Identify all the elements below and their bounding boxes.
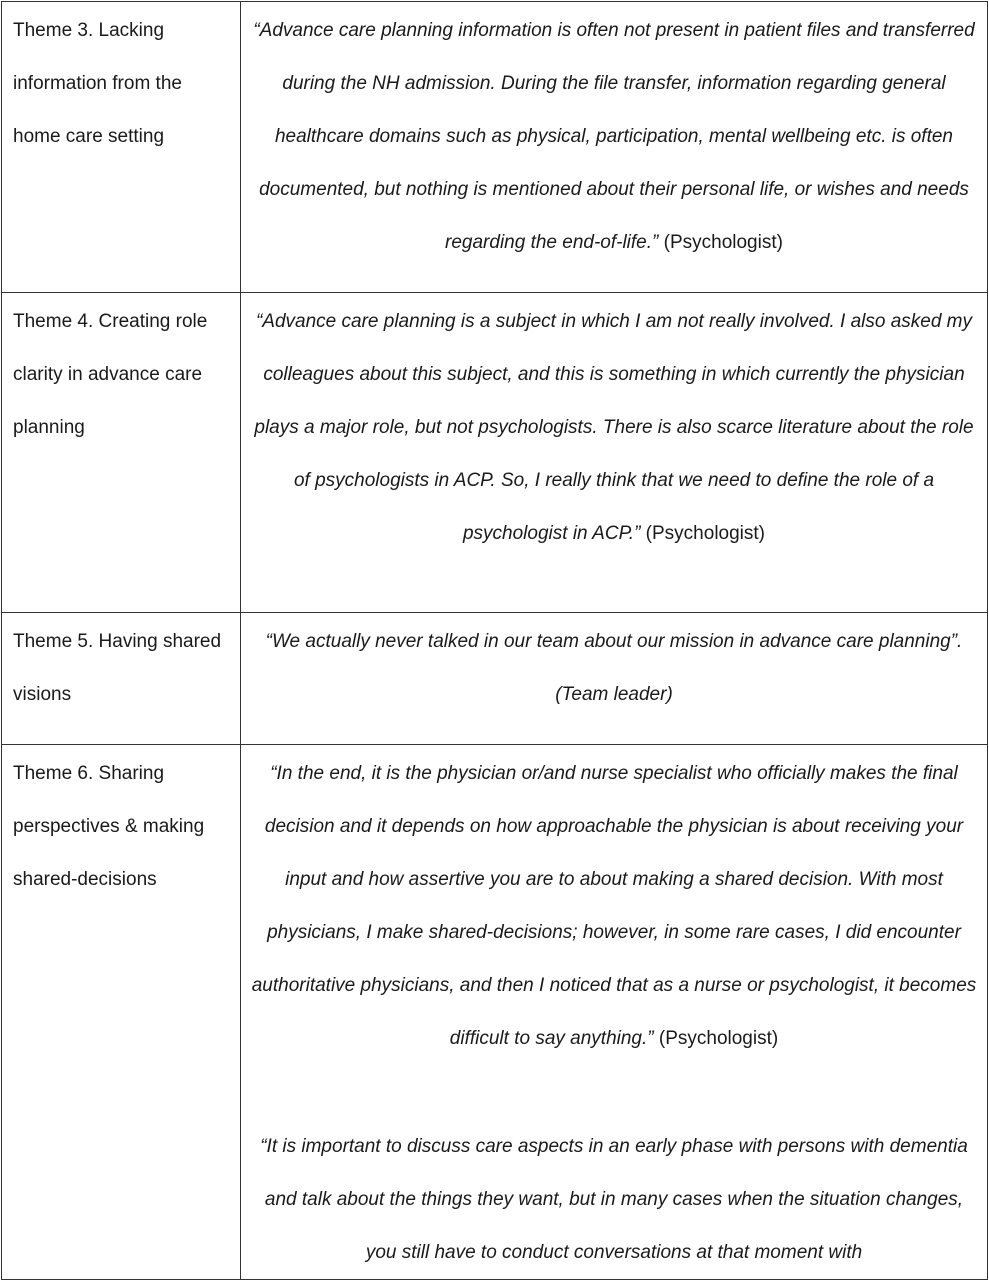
quote-text: “We actually never talked in our team about our mission in advance care planning”. (Team leader) xyxy=(265,631,963,705)
table-row xyxy=(2,745,988,1280)
quote-cell xyxy=(241,745,988,1280)
quote xyxy=(241,293,987,560)
quote-text: “In the end, it is the physician or/and nurse specialist who officially makes the final decision and it depends on how approachable the physician is about receiving your input and how assertive you are to about making a shared decision. With most physicians, I make shared-decisions; however, in some rare cases, I did encounter authoritative physicians, and then I noticed that as a nurse or psychologist, it becomes difficult to say anything.” xyxy=(251,763,977,1049)
theme-cell xyxy=(2,613,241,745)
themes-quotes-table xyxy=(1,1,988,1280)
quote-spacer xyxy=(241,1065,987,1118)
quote-attribution: (Psychologist) xyxy=(658,232,783,253)
theme-label: Theme 5. Having shared visions xyxy=(13,631,222,705)
quote-text: “Advance care planning is a subject in which I am not really involved. I also asked my colleagues about this subject, and this is something in which currently the physician plays a major role, but not psychologists. There is also scarce literature about the role of psychologists in ACP. So, I really think that we need to define the role of a psychologist in ACP.” xyxy=(254,311,974,544)
quote-text: “It is important to discuss care aspects in an early phase with persons with dementia and talk about the things they want, but in many cases when the situation changes, you still have to conduct conversations at that moment with xyxy=(260,1136,968,1263)
theme-label: Theme 4. Creating role clarity in advance care planning xyxy=(13,311,208,438)
quote-cell xyxy=(241,2,988,293)
quote-attribution: (Psychologist) xyxy=(640,523,766,544)
table-row xyxy=(2,293,988,613)
quote-attribution: (Psychologist) xyxy=(653,1028,779,1049)
theme-cell xyxy=(2,745,241,1280)
quote-cell xyxy=(241,293,988,613)
quote xyxy=(241,1118,987,1279)
quote xyxy=(241,2,987,269)
quote xyxy=(241,745,987,1065)
quote-text: “Advance care planning information is often not present in patient files and transferred during the NH admission. During the file transfer, information regarding general healthcare domains such as physical, participation, mental wellbeing etc. is often documented, but nothing is mentioned about their personal life, or wishes and needs regarding the end-of-life.” xyxy=(253,20,975,253)
table-row xyxy=(2,2,988,293)
theme-label: Theme 6. Sharing perspectives & making shared-decisions xyxy=(13,763,205,890)
theme-cell xyxy=(2,2,241,293)
theme-cell xyxy=(2,293,241,613)
quote xyxy=(241,613,987,721)
quote-cell xyxy=(241,613,988,745)
theme-label: Theme 3. Lacking information from the home care setting xyxy=(13,20,182,147)
table-row xyxy=(2,613,988,745)
